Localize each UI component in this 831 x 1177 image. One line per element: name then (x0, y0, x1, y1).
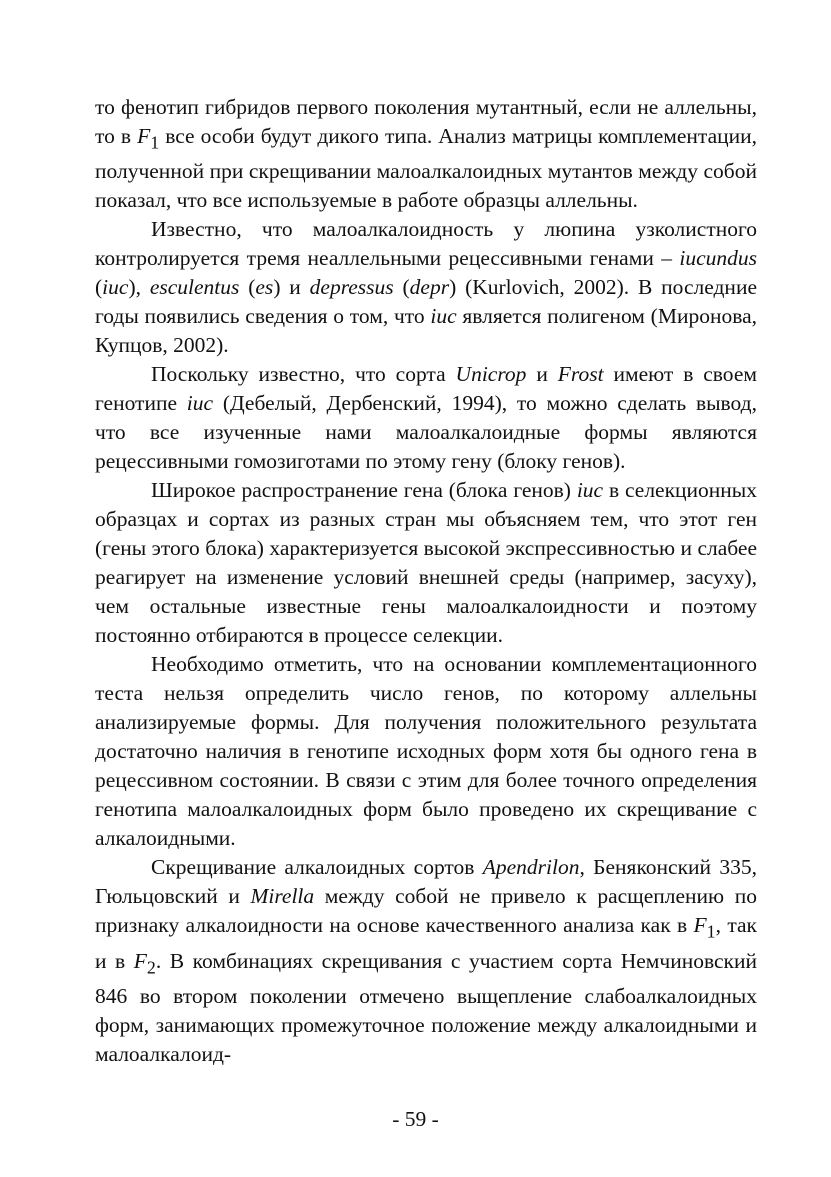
italic-term: iuc (430, 304, 457, 329)
italic-term: Mirella (250, 884, 315, 909)
subscript-index: 1 (706, 921, 716, 942)
italic-term: Unicrop (455, 362, 527, 387)
text-run: имеют в своем генотипе (95, 362, 757, 416)
italic-term: es (255, 275, 274, 300)
text-run: ( (239, 275, 256, 300)
italic-term: depr (409, 275, 450, 300)
italic-term: F (137, 124, 151, 148)
page-number: - 59 - (392, 1107, 439, 1131)
text-run: . В комбинациях скрещивания с участием сорта Немчиновский 846 во втором поколении отмечено выщепление слабоалкалоидных форм, занимающих промежуточное положение между алкалоидными и малоалкалоид- (95, 948, 757, 1066)
text-run: Поскольку известно, что сорта (151, 362, 456, 387)
text-run: Скрещивание алкалоидных сортов (151, 855, 483, 880)
text-run: и (526, 362, 558, 387)
text-run: ( (95, 275, 103, 300)
text-run: , Беняконский 335, Гюльцовский и (95, 855, 757, 909)
italic-term: F (133, 948, 147, 973)
text-run: Широкое распространение гена (блока генов) (151, 478, 577, 503)
text-run: то фенотип гибридов первого поколения мутантный, если не аллельны, то в (95, 95, 757, 148)
text-run: в селекционных образцах и сортах из разных стран мы объясняем тем, что этот ген (гены этого блока) характеризуется высокой экспрессивностью и слабее реагирует на изменение условий внешней среды (например, засуху), чем остальные известные гены малоалкалоидности и поэтому постоянно отбираются в процессе селекции. (95, 478, 758, 648)
italic-term: iuc (576, 478, 604, 503)
italic-term: F (693, 913, 707, 938)
italic-term: esculentus (149, 275, 240, 300)
italic-term: depressus (309, 275, 394, 300)
text-run: ( (393, 275, 410, 300)
text-run: Необходимо отметить, что на основании комплементационного теста нельзя определить число генов, по которому аллельны анализируемые формы. Для получения положительного результата достаточно наличия в генотипе исходных форм хотя бы одного гена в рецессивном состоянии. В связи с этим для более точного определения генотипа малоалкалоидных форм было проведено их скрещивание с алкалоидными. (95, 652, 757, 851)
text-run: ) и (273, 275, 310, 300)
text-run: все особи будут дикого типа. Анализ матрицы комплементации, полученной при скрещивании малоалкалоидных мутантов между собой показал, что все используемые в работе образцы аллельны. (95, 124, 758, 213)
page-body (95, 93, 757, 1069)
paragraph-5 (95, 650, 757, 853)
subscript-index: 1 (150, 132, 160, 153)
paragraph-1 (95, 93, 757, 215)
text-run: является полигеном (Миронова, Купцов, 2002). (95, 304, 757, 358)
subscript-index: 2 (146, 956, 156, 977)
paragraph-6 (95, 853, 757, 1069)
text-run: ) (Kurlovich, 2002). В последние годы появились сведения о том, что (95, 275, 757, 329)
text-run: ), (128, 275, 150, 300)
italic-term: iucundus (679, 246, 757, 271)
text-run: , так и в (95, 913, 757, 973)
text-run: между собой не привело к расщеплению по признаку алкалоидности на основе качественного анализа как в (95, 884, 757, 938)
italic-term: Apendrilon (482, 855, 580, 880)
paragraph-4 (95, 476, 757, 650)
text-run: (Дебелый, Дербенский, 1994), то можно сделать вывод, что все изученные нами малоалкалоидные формы являются рецессивными гомозиготами по этому гену (блоку генов). (95, 391, 757, 474)
paragraph-3 (95, 360, 757, 476)
paragraph-2 (95, 215, 757, 360)
italic-term: iuc (186, 391, 214, 416)
italic-term: iuc (102, 275, 129, 300)
text-run: Известно, что малоалкалоидность у люпина узколистного контролируется тремя неаллельными рецессивными генами – (95, 217, 757, 271)
italic-term: Frost (557, 362, 604, 387)
